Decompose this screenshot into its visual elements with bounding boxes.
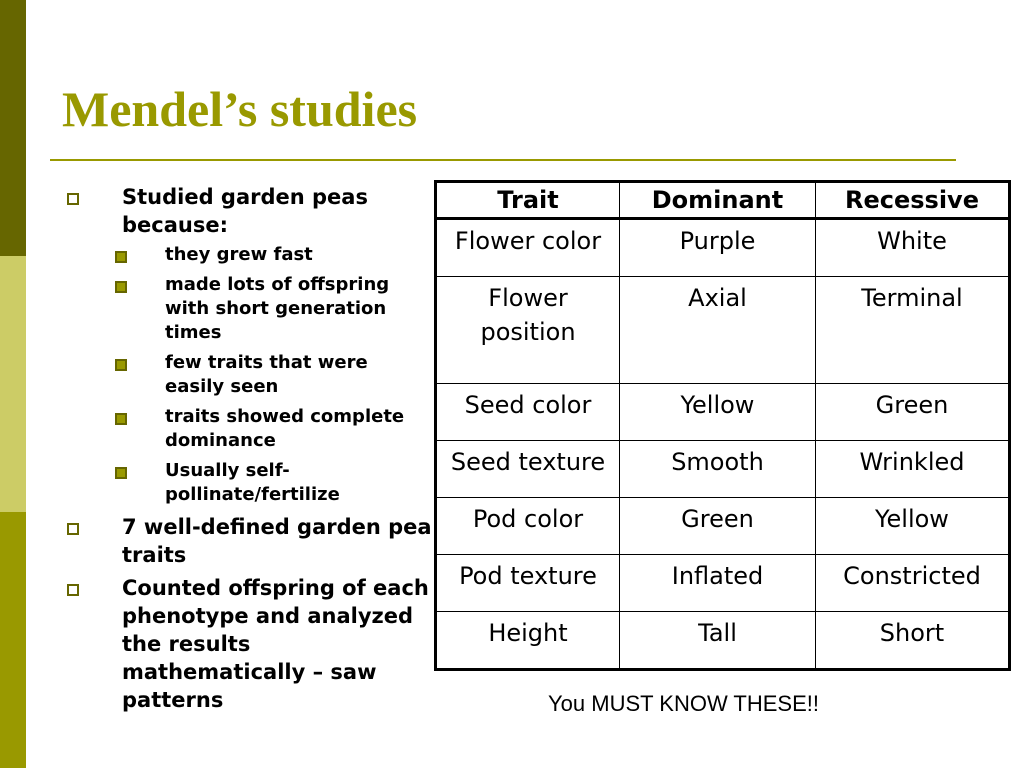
side-bar-bottom xyxy=(0,512,26,768)
trait-cell: Pod texture xyxy=(436,554,620,611)
bullet-text: Counted offspring of each phenotype and analyzed the results mathematically – saw patterns xyxy=(122,576,429,712)
bullet-list xyxy=(62,183,432,719)
recessive-cell: Yellow xyxy=(816,497,1010,554)
square-bullet-icon xyxy=(115,467,127,479)
bullet-item xyxy=(62,574,432,714)
slide-title: Mendel’s studies xyxy=(62,81,418,137)
bullet-text: 7 well-defined garden pea traits xyxy=(122,515,432,567)
column-header-dominant: Dominant xyxy=(620,182,816,219)
sub-bullet-item xyxy=(122,243,432,267)
trait-cell: Seed texture xyxy=(436,440,620,497)
footnote: You MUST KNOW THESE!! xyxy=(548,691,820,716)
square-bullet-icon xyxy=(115,413,127,425)
sub-bullet-list xyxy=(122,243,432,507)
bullet-text: Studied garden peas because: xyxy=(122,185,368,237)
dominant-cell: Green xyxy=(620,497,816,554)
square-bullet-icon xyxy=(115,359,127,371)
sub-bullet-text: few traits that were easily seen xyxy=(165,352,368,397)
hollow-square-bullet-icon xyxy=(67,584,79,596)
column-header-recessive: Recessive xyxy=(816,182,1010,219)
sub-bullet-text: made lots of offspring with short generation times xyxy=(165,274,390,343)
recessive-cell: Green xyxy=(816,383,1010,440)
trait-cell: Flower color xyxy=(436,219,620,277)
sub-bullet-item xyxy=(122,459,432,507)
column-header-trait: Trait xyxy=(436,182,620,219)
recessive-cell: Short xyxy=(816,611,1010,669)
hollow-square-bullet-icon xyxy=(67,523,79,535)
recessive-cell: Terminal xyxy=(816,277,1010,384)
table-row xyxy=(436,497,1010,554)
square-bullet-icon xyxy=(115,251,127,263)
table-header-row xyxy=(436,182,1010,219)
square-bullet-icon xyxy=(115,281,127,293)
pea-traits-table xyxy=(434,180,1011,671)
sub-bullet-item xyxy=(122,405,432,453)
table-row xyxy=(436,611,1010,669)
dominant-cell: Smooth xyxy=(620,440,816,497)
dominant-cell: Inflated xyxy=(620,554,816,611)
trait-cell: Height xyxy=(436,611,620,669)
trait-cell: Seed color xyxy=(436,383,620,440)
dominant-cell: Purple xyxy=(620,219,816,277)
recessive-cell: Wrinkled xyxy=(816,440,1010,497)
bullet-item xyxy=(62,183,432,507)
table-row xyxy=(436,554,1010,611)
recessive-cell: White xyxy=(816,219,1010,277)
bullet-item xyxy=(62,513,432,569)
title-underline xyxy=(50,159,956,161)
sub-bullet-text: Usually self-pollinate/fertilize xyxy=(165,460,340,505)
recessive-cell: Constricted xyxy=(816,554,1010,611)
side-bar-middle xyxy=(0,256,26,512)
side-bar-top xyxy=(0,0,26,256)
table-row xyxy=(436,219,1010,277)
sub-bullet-text: traits showed complete dominance xyxy=(165,406,405,451)
sub-bullet-text: they grew fast xyxy=(165,244,313,265)
trait-cell: Pod color xyxy=(436,497,620,554)
dominant-cell: Yellow xyxy=(620,383,816,440)
table-row xyxy=(436,277,1010,384)
dominant-cell: Tall xyxy=(620,611,816,669)
sub-bullet-item xyxy=(122,273,432,345)
trait-cell: Flower position xyxy=(436,277,620,384)
dominant-cell: Axial xyxy=(620,277,816,384)
table-row xyxy=(436,440,1010,497)
table-row xyxy=(436,383,1010,440)
sub-bullet-item xyxy=(122,351,432,399)
hollow-square-bullet-icon xyxy=(67,193,79,205)
